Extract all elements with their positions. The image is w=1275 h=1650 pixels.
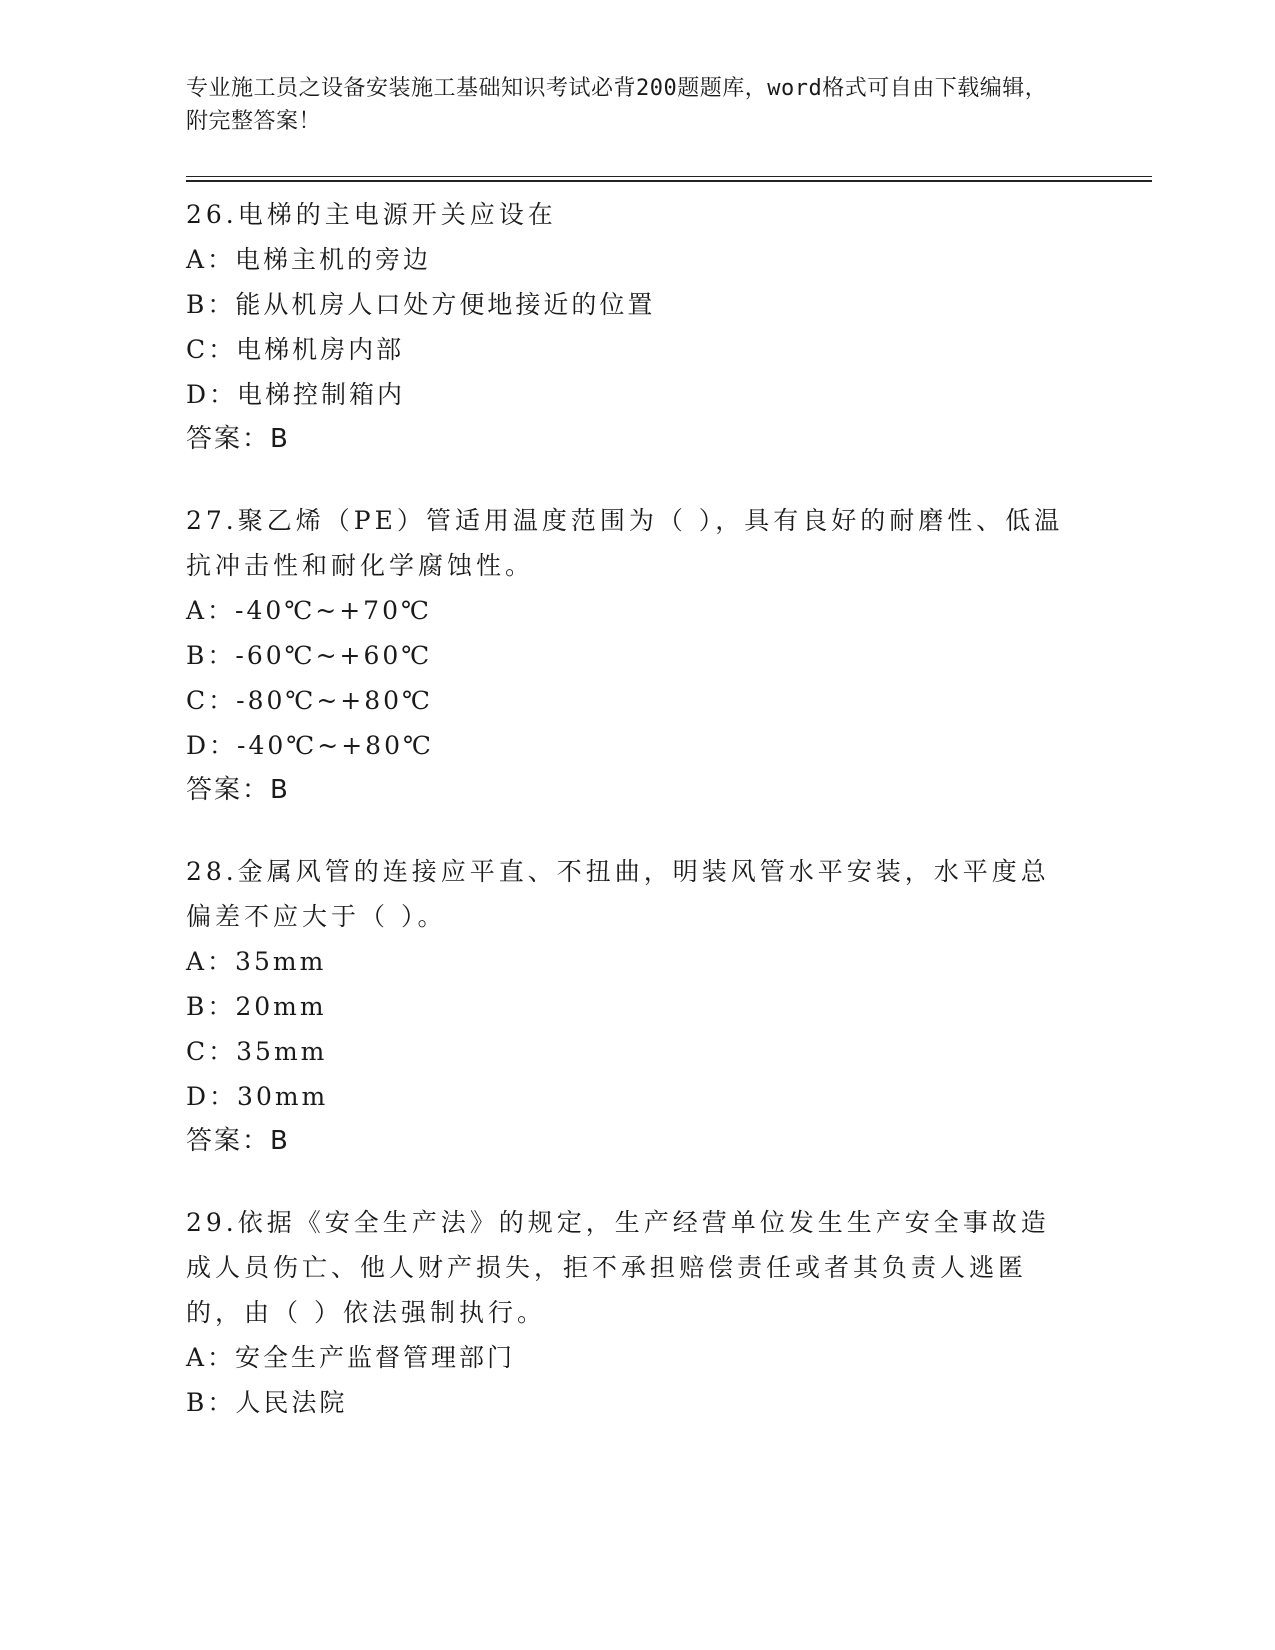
document-header: 专业施工员之设备安装施工基础知识考试必背200题题库，word格式可自由下载编辑，附完整答案！ — [186, 76, 1048, 134]
question-list — [186, 192, 1146, 1425]
answer-line: 答案：B — [186, 424, 290, 454]
question-29 — [186, 1200, 1146, 1425]
option-b: B：人民法院 — [186, 1388, 348, 1417]
option-b: B：-60℃~+60℃ — [186, 641, 433, 670]
option-c: C：35mm — [186, 1037, 328, 1066]
answer-line: 答案：B — [186, 1126, 290, 1156]
option-d: D：-40℃~+80℃ — [186, 731, 434, 760]
option-b: B：能从机房人口处方便地接近的位置 — [186, 290, 656, 319]
question-text: 29.依据《安全生产法》的规定，生产经营单位发生生产安全事故造成人员伤亡、他人财产损失，拒不承担赔偿责任或者其负责人逃匿的，由（ ）依法强制执行。 — [186, 1208, 1050, 1327]
document-page — [186, 72, 1146, 1461]
option-c: C：电梯机房内部 — [186, 335, 405, 364]
header-divider — [186, 176, 1152, 182]
option-d: D：电梯控制箱内 — [186, 380, 406, 409]
question-text: 27.聚乙烯（PE）管适用温度范围为（ ），具有良好的耐磨性、低温抗冲击性和耐化学腐蚀性。 — [186, 506, 1064, 580]
answer-line: 答案：B — [186, 775, 290, 805]
option-d: D：30mm — [186, 1082, 329, 1111]
question-27 — [186, 498, 1146, 813]
question-26 — [186, 192, 1146, 462]
option-b: B：20mm — [186, 992, 327, 1021]
option-a: A：35mm — [186, 947, 327, 976]
question-28 — [186, 849, 1146, 1164]
option-c: C：-80℃~+80℃ — [186, 686, 434, 715]
question-text: 26.电梯的主电源开关应设在 — [186, 200, 557, 229]
option-a: A：安全生产监督管理部门 — [186, 1343, 516, 1372]
option-a: A：-40℃~+70℃ — [186, 596, 432, 625]
option-a: A：电梯主机的旁边 — [186, 245, 432, 274]
question-text: 28.金属风管的连接应平直、不扭曲，明装风管水平安装，水平度总偏差不应大于（ ）。 — [186, 857, 1050, 931]
